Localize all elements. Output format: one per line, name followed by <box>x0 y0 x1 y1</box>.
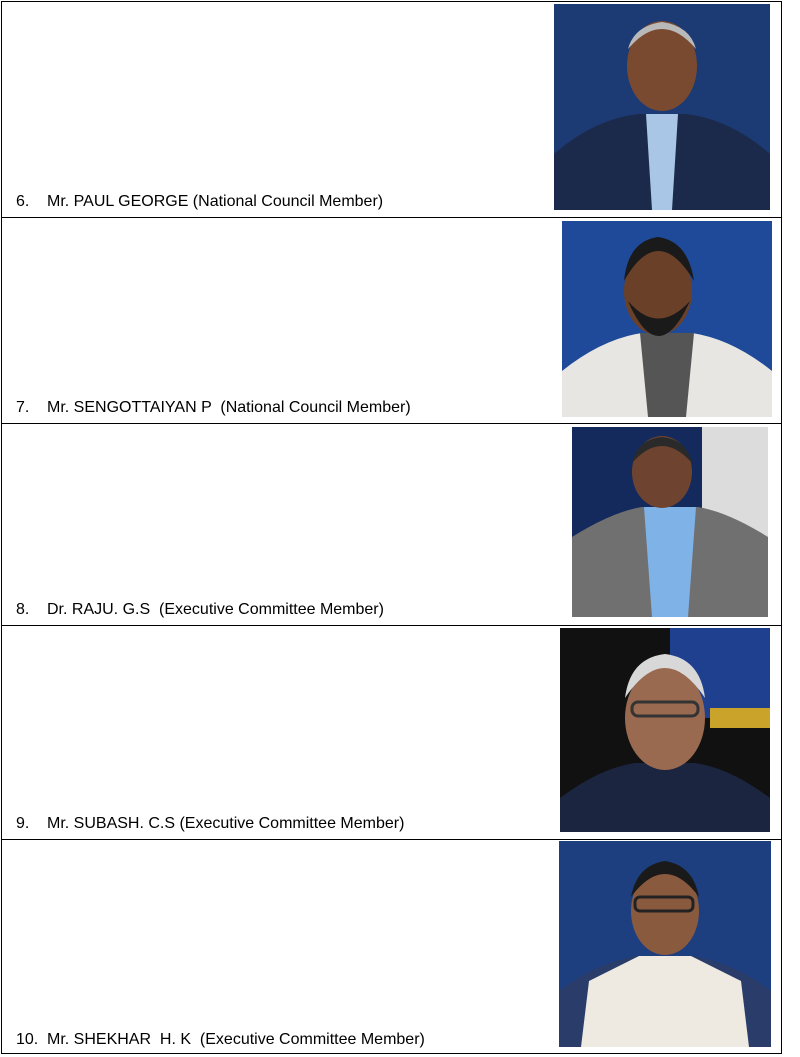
member-label <box>16 601 384 619</box>
portrait-photo-icon <box>562 221 772 417</box>
member-label <box>16 193 383 211</box>
portrait-photo-icon <box>572 427 768 617</box>
portrait-photo-icon <box>560 628 770 832</box>
members-table <box>1 1 782 1054</box>
member-number: 7. <box>16 399 30 416</box>
member-row <box>2 840 781 1055</box>
member-number: 6. <box>16 193 30 210</box>
member-photo <box>554 4 770 210</box>
member-row <box>2 2 781 218</box>
member-photo <box>572 427 768 617</box>
member-photo <box>560 628 770 832</box>
portrait-photo-icon <box>559 841 771 1047</box>
member-name: Mr. SUBASH. C.S (Executive Committee Member) <box>47 815 405 832</box>
member-name: Mr. SHEKHAR H. K (Executive Committee Member) <box>47 1031 425 1048</box>
member-row <box>2 626 781 840</box>
member-row <box>2 218 781 424</box>
member-photo <box>562 221 772 417</box>
member-number: 10. <box>16 1031 39 1048</box>
member-number: 9. <box>16 815 30 832</box>
member-row <box>2 424 781 626</box>
member-name: Mr. PAUL GEORGE (National Council Member) <box>47 193 384 210</box>
member-number: 8. <box>16 601 30 618</box>
member-name: Dr. RAJU. G.S (Executive Committee Member) <box>47 601 384 618</box>
member-label <box>16 1031 425 1049</box>
member-photo <box>559 841 771 1047</box>
member-label <box>16 815 404 833</box>
member-name: Mr. SENGOTTAIYAN P (National Council Member) <box>47 399 411 416</box>
portrait-photo-icon <box>554 4 770 210</box>
member-label <box>16 399 411 417</box>
